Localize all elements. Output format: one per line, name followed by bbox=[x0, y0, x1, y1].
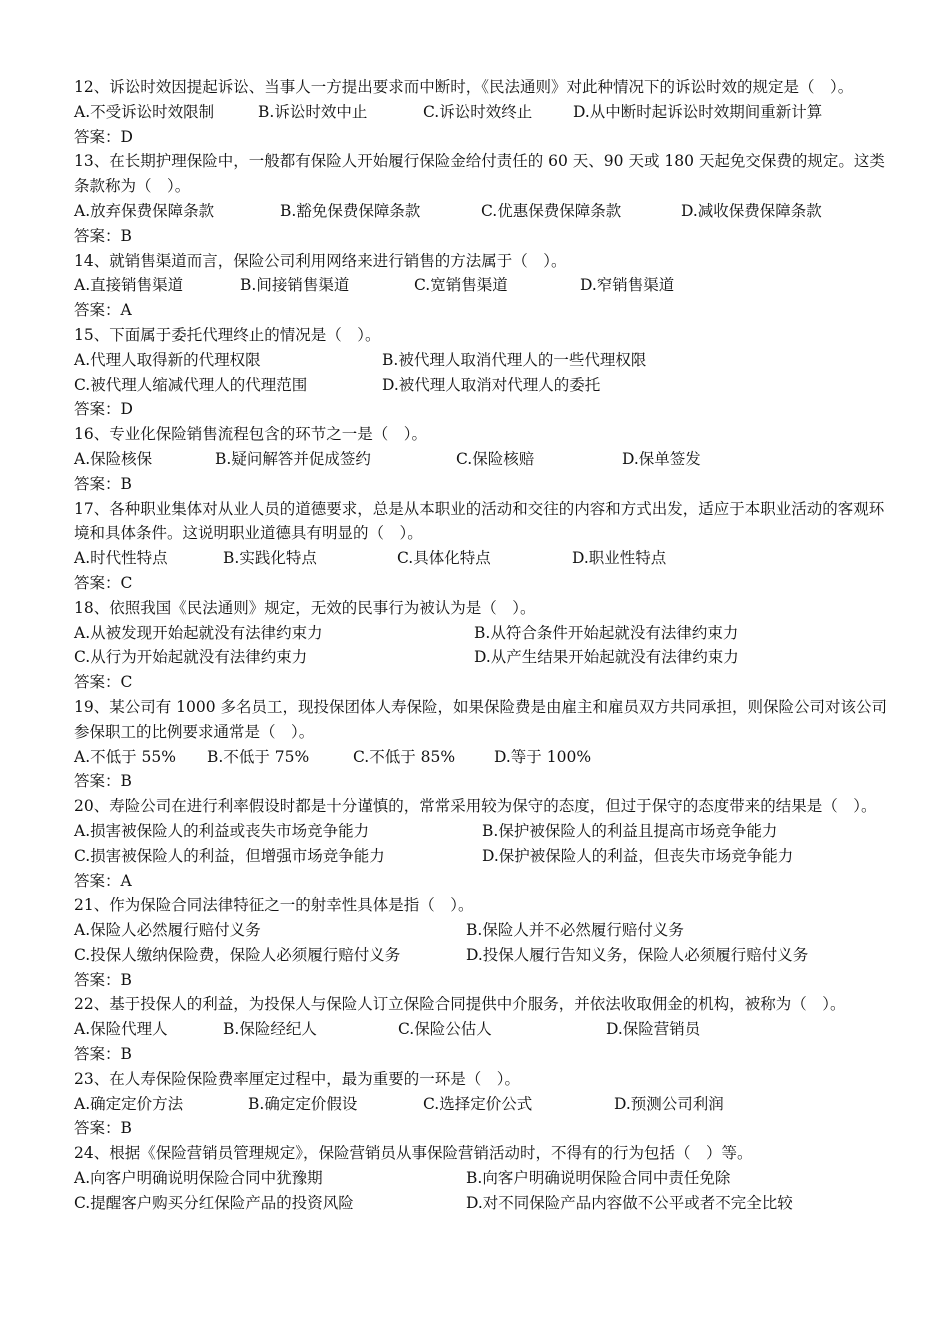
question-20 bbox=[74, 794, 890, 893]
option-d: D.被代理人取消对代理人的委托 bbox=[382, 375, 601, 394]
option-b: B.确定定价假设 bbox=[248, 1094, 358, 1113]
option-d: D.对不同保险产品内容做不公平或者不完全比较 bbox=[466, 1193, 793, 1212]
question-18 bbox=[74, 596, 890, 695]
options-row bbox=[74, 745, 890, 770]
option-c: C.损害被保险人的利益，但增强市场竞争能力 bbox=[74, 846, 385, 865]
question-23 bbox=[74, 1067, 890, 1141]
answer: 答案：B bbox=[74, 1119, 132, 1138]
question-22 bbox=[74, 992, 890, 1066]
option-d: D.保险营销员 bbox=[606, 1020, 701, 1039]
option-b: B.不低于 75% bbox=[207, 747, 310, 766]
options-row bbox=[74, 1191, 890, 1216]
question-13 bbox=[74, 149, 890, 248]
question-stem: 17、各种职业集体对从业人员的道德要求，总是从本职业的活动和交往的内容和方式出发，适应于本职业活动的客观环境和具体条件。这说明职业道德具有明显的（ ）。 bbox=[74, 499, 885, 543]
option-d: D.窄销售渠道 bbox=[580, 276, 675, 295]
option-c: C.投保人缴纳保险费，保险人必须履行赔付义务 bbox=[74, 945, 401, 964]
option-b: B.保险人并不必然履行赔付义务 bbox=[466, 921, 684, 940]
option-c: C.选择定价公式 bbox=[423, 1094, 533, 1113]
answer: 答案：A bbox=[74, 871, 132, 890]
options-row bbox=[74, 943, 890, 968]
answer: 答案：B bbox=[74, 1045, 132, 1064]
option-b: B.诉讼时效中止 bbox=[258, 102, 368, 121]
option-c: C.宽销售渠道 bbox=[414, 276, 508, 295]
options-row bbox=[74, 546, 890, 571]
question-stem: 15、下面属于委托代理终止的情况是（ ）。 bbox=[74, 325, 381, 344]
options-row bbox=[74, 1166, 890, 1191]
question-stem: 18、依照我国《民法通则》规定，无效的民事行为被认为是（ ）。 bbox=[74, 598, 536, 617]
option-a: A.放弃保费保障条款 bbox=[74, 201, 215, 220]
option-c: C.提醒客户购买分红保险产品的投资风险 bbox=[74, 1193, 354, 1212]
option-d: D.职业性特点 bbox=[572, 549, 667, 568]
options-row bbox=[74, 819, 890, 844]
option-d: D.保单签发 bbox=[622, 449, 701, 468]
option-c: C.不低于 85% bbox=[353, 747, 456, 766]
answer: 答案：B bbox=[74, 970, 132, 989]
options-row bbox=[74, 621, 890, 646]
answer: 答案：A bbox=[74, 301, 132, 320]
option-b: B.疑问解答并促成签约 bbox=[215, 449, 371, 468]
options-row bbox=[74, 844, 890, 869]
answer: 答案：B bbox=[74, 226, 132, 245]
option-a: A.向客户明确说明保险合同中犹豫期 bbox=[74, 1169, 323, 1188]
options-row bbox=[74, 373, 890, 398]
option-c: C.优惠保费保障条款 bbox=[481, 201, 622, 220]
question-stem: 22、基于投保人的利益，为投保人与保险人订立保险合同提供中介服务，并依法收取佣金的机构，被称为（ ）。 bbox=[74, 995, 846, 1014]
option-c: C.诉讼时效终止 bbox=[423, 102, 533, 121]
option-d: D.等于 100% bbox=[494, 747, 592, 766]
answer: 答案：C bbox=[74, 573, 133, 592]
option-a: A.保险核保 bbox=[74, 449, 153, 468]
options-row bbox=[74, 273, 890, 298]
option-d: D.预测公司利润 bbox=[614, 1094, 724, 1113]
question-19 bbox=[74, 695, 890, 794]
question-stem: 13、在长期护理保险中，一般都有保险人开始履行保险金给付责任的 60 天、90 天或 180 天起免交保费的规定。这类条款称为（ ）。 bbox=[74, 152, 885, 196]
option-b: B.保险经纪人 bbox=[223, 1020, 317, 1039]
option-b: B.豁免保费保障条款 bbox=[280, 201, 421, 220]
option-b: B.从符合条件开始起就没有法律约束力 bbox=[474, 623, 739, 642]
options-row bbox=[74, 1092, 890, 1117]
answer: 答案：B bbox=[74, 772, 132, 791]
option-b: B.被代理人取消代理人的一些代理权限 bbox=[382, 350, 647, 369]
option-c: C.从行为开始起就没有法律约束力 bbox=[74, 648, 308, 667]
options-row bbox=[74, 1017, 890, 1042]
options-row bbox=[74, 100, 890, 125]
question-stem: 16、专业化保险销售流程包含的环节之一是（ ）。 bbox=[74, 425, 427, 444]
options-row bbox=[74, 199, 890, 224]
option-a: A.时代性特点 bbox=[74, 549, 168, 568]
answer: 答案：B bbox=[74, 474, 132, 493]
question-17 bbox=[74, 497, 890, 596]
option-c: C.保险核赔 bbox=[456, 449, 535, 468]
option-a: A.不受诉讼时效限制 bbox=[74, 102, 215, 121]
option-a: A.损害被保险人的利益或丧失市场竞争能力 bbox=[74, 821, 370, 840]
question-stem: 24、根据《保险营销员管理规定》，保险营销员从事保险营销活动时，不得有的行为包括（ ）等。 bbox=[74, 1144, 753, 1163]
question-stem: 14、就销售渠道而言，保险公司利用网络来进行销售的方法属于（ ）。 bbox=[74, 251, 567, 270]
option-b: B.向客户明确说明保险合同中责任免除 bbox=[466, 1169, 731, 1188]
option-d: D.减收保费保障条款 bbox=[681, 201, 822, 220]
options-row bbox=[74, 447, 890, 472]
option-a: A.不低于 55% bbox=[74, 747, 176, 766]
question-21 bbox=[74, 893, 890, 992]
option-a: A.保险代理人 bbox=[74, 1020, 168, 1039]
question-14 bbox=[74, 249, 890, 323]
option-a: A.代理人取得新的代理权限 bbox=[74, 350, 261, 369]
question-stem: 23、在人寿保险保险费率厘定过程中，最为重要的一环是（ ）。 bbox=[74, 1069, 520, 1088]
option-d: D.投保人履行告知义务，保险人必须履行赔付义务 bbox=[466, 945, 809, 964]
question-12 bbox=[74, 75, 890, 149]
options-row bbox=[74, 645, 890, 670]
option-a: A.从被发现开始起就没有法律约束力 bbox=[74, 623, 323, 642]
question-stem: 19、某公司有 1000 多名员工，现投保团体人寿保险，如果保险费是由雇主和雇员双方共同承担，则保险公司对该公司参保职工的比例要求通常是（ ）。 bbox=[74, 697, 888, 741]
option-c: C.保险公估人 bbox=[398, 1020, 492, 1039]
answer: 答案：D bbox=[74, 400, 133, 419]
question-24 bbox=[74, 1141, 890, 1215]
option-b: B.实践化特点 bbox=[223, 549, 317, 568]
answer: 答案：D bbox=[74, 127, 133, 146]
option-d: D.从中断时起诉讼时效期间重新计算 bbox=[573, 102, 823, 121]
option-a: A.保险人必然履行赔付义务 bbox=[74, 921, 261, 940]
option-a: A.直接销售渠道 bbox=[74, 276, 184, 295]
option-c: C.被代理人缩减代理人的代理范围 bbox=[74, 375, 308, 394]
option-c: C.具体化特点 bbox=[397, 549, 491, 568]
question-16 bbox=[74, 422, 890, 496]
question-15 bbox=[74, 323, 890, 422]
question-stem: 20、寿险公司在进行利率假设时都是十分谨慎的，常常采用较为保守的态度，但过于保守的态度带来的结果是（ ）。 bbox=[74, 797, 877, 816]
options-row bbox=[74, 348, 890, 373]
options-row bbox=[74, 918, 890, 943]
option-d: D.从产生结果开始起就没有法律约束力 bbox=[474, 648, 739, 667]
question-stem: 12、诉讼时效因提起诉讼、当事人一方提出要求而中断时，《民法通则》对此种情况下的诉讼时效的规定是（ ）。 bbox=[74, 78, 854, 96]
option-b: B.间接销售渠道 bbox=[240, 276, 350, 295]
option-b: B.保护被保险人的利益且提高市场竞争能力 bbox=[482, 821, 778, 840]
option-d: D.保护被保险人的利益，但丧失市场竞争能力 bbox=[482, 846, 794, 865]
question-stem: 21、作为保险合同法律特征之一的射幸性具体是指（ ）。 bbox=[74, 896, 474, 915]
option-a: A.确定定价方法 bbox=[74, 1094, 184, 1113]
answer: 答案：C bbox=[74, 673, 133, 692]
